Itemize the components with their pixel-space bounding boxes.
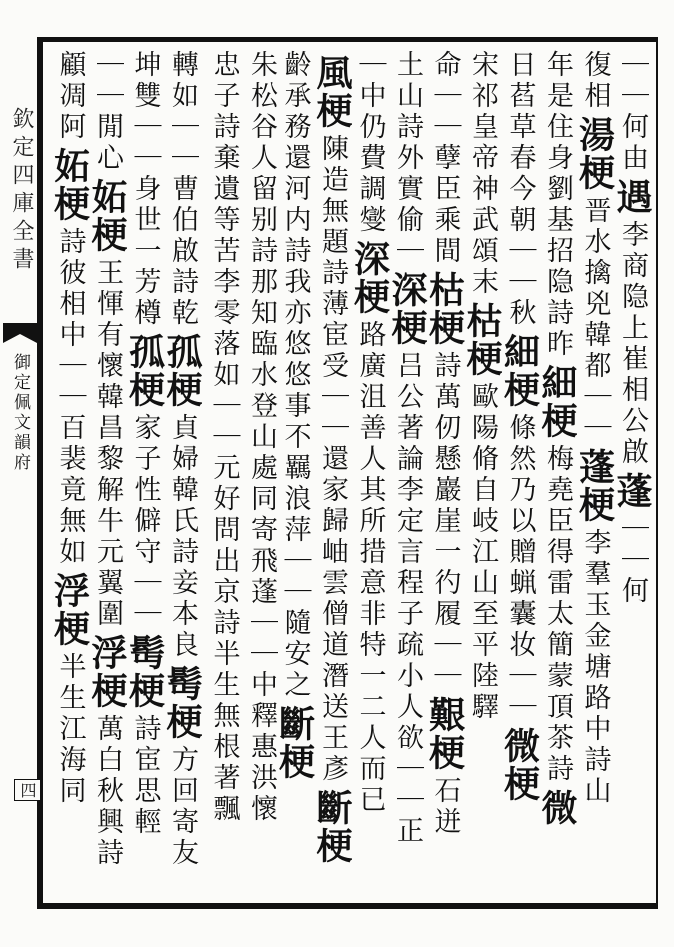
entry-headword: 髩梗 <box>161 665 203 741</box>
entry-text: 詩彼相中｜｜百裴竟無如 <box>54 227 86 568</box>
entry-text: 復相 <box>579 50 611 112</box>
entry-text: 土山詩外實偷｜ <box>392 50 423 267</box>
entry-headword: 細梗 <box>536 364 578 440</box>
text-column <box>613 50 651 898</box>
entry-headword: 斷梗 <box>311 789 353 865</box>
text-column <box>313 50 351 898</box>
entry-headword: 遇 <box>611 178 653 216</box>
entry-headword: 湯梗 <box>573 116 616 192</box>
entry-text: ｜中仍費調燮 <box>354 50 386 236</box>
entry-headword: 斷梗 <box>273 705 316 781</box>
entry-headword: 艱梗 <box>423 696 466 772</box>
entry-headword: 微梗 <box>498 727 541 803</box>
entry-headword: 深梗 <box>386 271 428 347</box>
entry-text: ｜｜閒心 <box>92 50 123 174</box>
text-column <box>163 50 201 898</box>
entry-text: 路廣沮善人其所措意非特一二人而已 <box>354 320 386 816</box>
entry-text: 半生江海同 <box>54 652 86 807</box>
entry-text: 年是住身劉基招隐詩昨 <box>542 50 573 360</box>
entry-text: 石迸 <box>429 776 461 838</box>
entry-text: ｜｜何 <box>617 514 648 607</box>
entry-text: 貞婦韓氏詩妾本良 <box>167 413 198 661</box>
text-columns <box>48 50 653 898</box>
entry-text: 日萏草春今朝｜｜秋 <box>504 50 536 329</box>
entry-text: 王惲有懷韓昌黎解牛元翼圍 <box>92 258 123 630</box>
entry-headword: 微 <box>536 789 578 827</box>
text-column <box>123 50 166 898</box>
entry-text: 晋水擒兇韓都｜｜ <box>579 196 611 444</box>
text-column <box>573 50 616 898</box>
entry-headword: 枯梗 <box>423 271 466 347</box>
text-column <box>463 50 501 898</box>
page-margin <box>0 37 40 909</box>
entry-text: 齡承務還河内詩我亦悠悠事不羈浪萍｜｜隨安之 <box>279 50 311 701</box>
entry-text: 轉如｜｜曹伯啟詩乾 <box>167 50 198 329</box>
entry-headword: 深梗 <box>348 240 391 316</box>
entry-text: 家子性僻守｜｜ <box>129 413 161 630</box>
text-column <box>388 50 426 898</box>
entry-headword: 蓬 <box>611 472 653 510</box>
text-column <box>200 50 238 898</box>
entry-text: 命｜｜孽臣乘間 <box>429 50 461 267</box>
entry-headword: 枯梗 <box>461 302 503 378</box>
entry-headword: 髩梗 <box>123 634 166 710</box>
entry-headword: 蓬梗 <box>573 448 616 524</box>
entry-text: 條然乃以贈蝋囊妆｜｜ <box>504 413 536 723</box>
text-column <box>48 50 91 898</box>
margin-title: 欽定四庫全書 <box>9 107 34 275</box>
entry-text: 萬白秋興詩 <box>92 714 123 869</box>
text-column <box>88 50 126 898</box>
entry-headword: 細梗 <box>498 333 541 409</box>
entry-headword: 風梗 <box>311 54 353 130</box>
entry-text: 吕公著論李定言程子疏小人欲｜｜正 <box>392 351 423 847</box>
entry-headword: 浮梗 <box>48 572 91 648</box>
text-column <box>498 50 541 898</box>
page-number: 四 <box>14 779 41 801</box>
entry-text: 坤雙｜｜身世一芳樽 <box>129 50 161 329</box>
entry-text: 方回寄友 <box>167 745 198 869</box>
entry-text: 李商隐上崔相公啟 <box>617 220 648 468</box>
text-column <box>238 50 276 898</box>
entry-text: 歐陽脩自岐江山至平陸驛 <box>467 382 498 723</box>
text-column <box>348 50 391 898</box>
entry-text: 顧凋阿 <box>54 50 86 143</box>
text-column <box>538 50 576 898</box>
entry-text: 忠子詩棄遺等苦李零落如｜｜元好問出京詩半生無根著飄 <box>208 50 240 825</box>
entry-text: ｜｜何由 <box>617 50 648 174</box>
entry-headword: 妬梗 <box>86 178 128 254</box>
entry-text: 詩萬仞懸巖崖一彴履｜｜ <box>429 351 461 692</box>
entry-text: 李羣玉金塘路中詩山 <box>579 528 611 807</box>
entry-text: 梅堯臣得雷太簡蒙頂茶詩 <box>542 444 573 785</box>
entry-text: 宋祁皇帝神武頌末 <box>467 50 498 298</box>
fishtail-mark-icon <box>3 323 37 343</box>
text-column <box>273 50 316 898</box>
book-title: 御定佩文韻府 <box>10 353 30 473</box>
entry-headword: 妬梗 <box>48 147 91 223</box>
entry-headword: 孤梗 <box>123 333 166 409</box>
entry-text: 陳造無題詩薄宦受｜｜還家歸岫雲僧道潛送王彥 <box>317 134 348 785</box>
text-column <box>423 50 466 898</box>
entry-headword: 浮梗 <box>86 634 128 710</box>
entry-headword: 孤梗 <box>161 333 203 409</box>
entry-text: 詩宦思輕 <box>129 714 161 838</box>
entry-text: 朱松谷人留别詩那知臨水登山處同寄飛蓬｜｜中釋惠洪懷 <box>246 50 277 825</box>
